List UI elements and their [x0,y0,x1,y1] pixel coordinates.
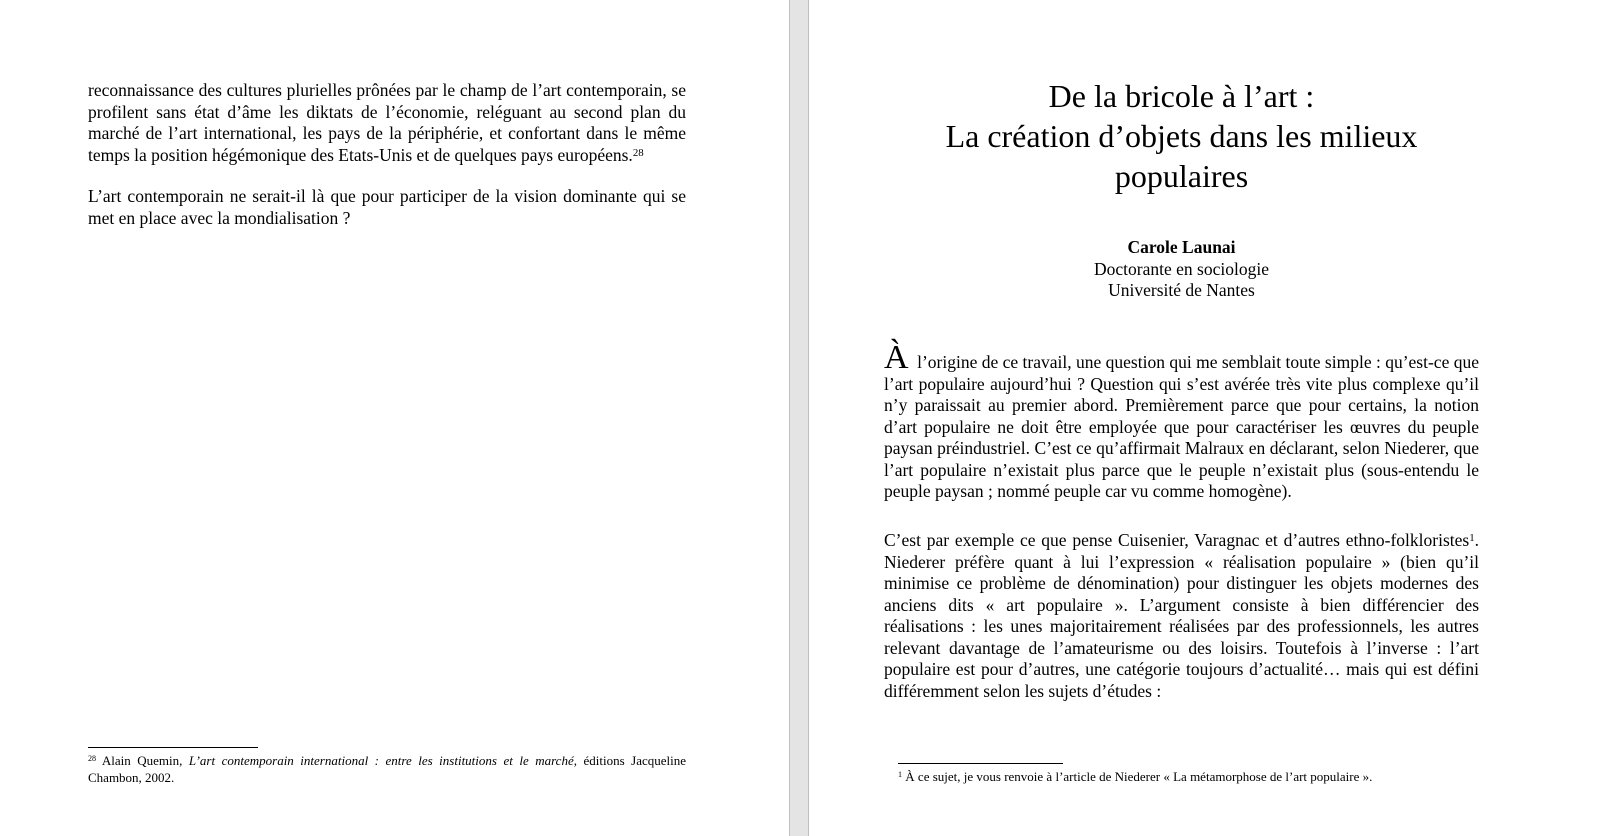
footnote-separator [88,747,258,748]
text-run: . Niederer préfère quant à lui l’expression « réalisation populaire » (bien qu’il minimise ce problème de dénomination) pour distinguer les objets modernes des anciens dits « art populaire ». L’argument consiste à bien différencier des réalisations : les unes majoritairement réalisées par des professionnels, les autres relevant davantage de l’amateurisme ou des loisirs. Toutefois à l’inverse : l’art populaire est pour d’autres, une catégorie toujours d’actualité… mais qui est défini différemment selon les sujets d’études : [884,530,1479,701]
author-affiliation: Université de Nantes [1108,280,1255,300]
text-run: l’origine de ce travail, une question qui me semblait toute simple : qu’est-ce que l’art populaire aujourd’hui ? Question qui s’est avérée très vite plus complexe qu’il n’y paraissait au premier abord. Premièrement parce que pour certains, la notion d’art populaire ne doit être employée que pour caractériser les œuvres du peuple paysan préindustriel. C’est ce qu’affirmait Malraux en déclarant, selon Niederer, que l’art populaire n’existait plus parce que le peuple n’existait plus (sous-entendu le peuple paysan ; nommé peuple car vu comme homogène). [884,352,1480,501]
footnote-reference: 1 [1469,532,1475,545]
author-role: Doctorante en sociologie [1094,258,1269,279]
author-name: Carole Launai [1127,237,1236,257]
footnote-separator [898,763,1063,764]
footnote [898,768,1492,785]
paragraph [884,530,1479,702]
footnote [88,752,686,786]
page-gutter [789,0,809,836]
footnote-reference: 28 [632,146,644,159]
text-run: Alain Quemin, [96,753,189,768]
text-run: L’art contemporain international : entre les institutions et le marché [188,753,574,768]
title-line: De la bricole à l’art : [1048,78,1315,114]
text-run: L’art contemporain ne serait-il là que pour participer de la vision dominante qui se met en place avec la mondialisation ? [88,186,686,228]
text-run: À ce sujet, je vous renvoie à l’article de Niederer « La métamorphose de l’art populaire ». [902,769,1373,784]
text-run: C’est par exemple ce que pense Cuisenier, Varagnac et d’autres ethno-folkloristes [884,530,1470,550]
author-block [884,237,1479,302]
article-title [884,76,1479,196]
title-line: populaires [1114,158,1249,194]
text-run: À [884,339,918,376]
paragraph [88,80,686,166]
page-right [809,0,1599,836]
footnote-reference: 1 [898,770,903,780]
paragraph [88,186,686,229]
title-line: La création d’objets dans les milieux [945,118,1418,154]
page-left [0,0,789,836]
paragraph [884,339,1480,503]
text-run: , éditions Jacqueline Chambon, 2002. [88,753,687,785]
text-run: reconnaissance des cultures plurielles prônées par le champ de l’art contemporain, se profilent sans état d’âme les diktats de l’économie, reléguant au second plan du marché de l’art international, les pays de la périphérie, et confortant dans le même temps la position hégémonique des Etats-Unis et de quelques pays européens. [88,80,686,165]
footnote-reference: 28 [88,754,97,764]
